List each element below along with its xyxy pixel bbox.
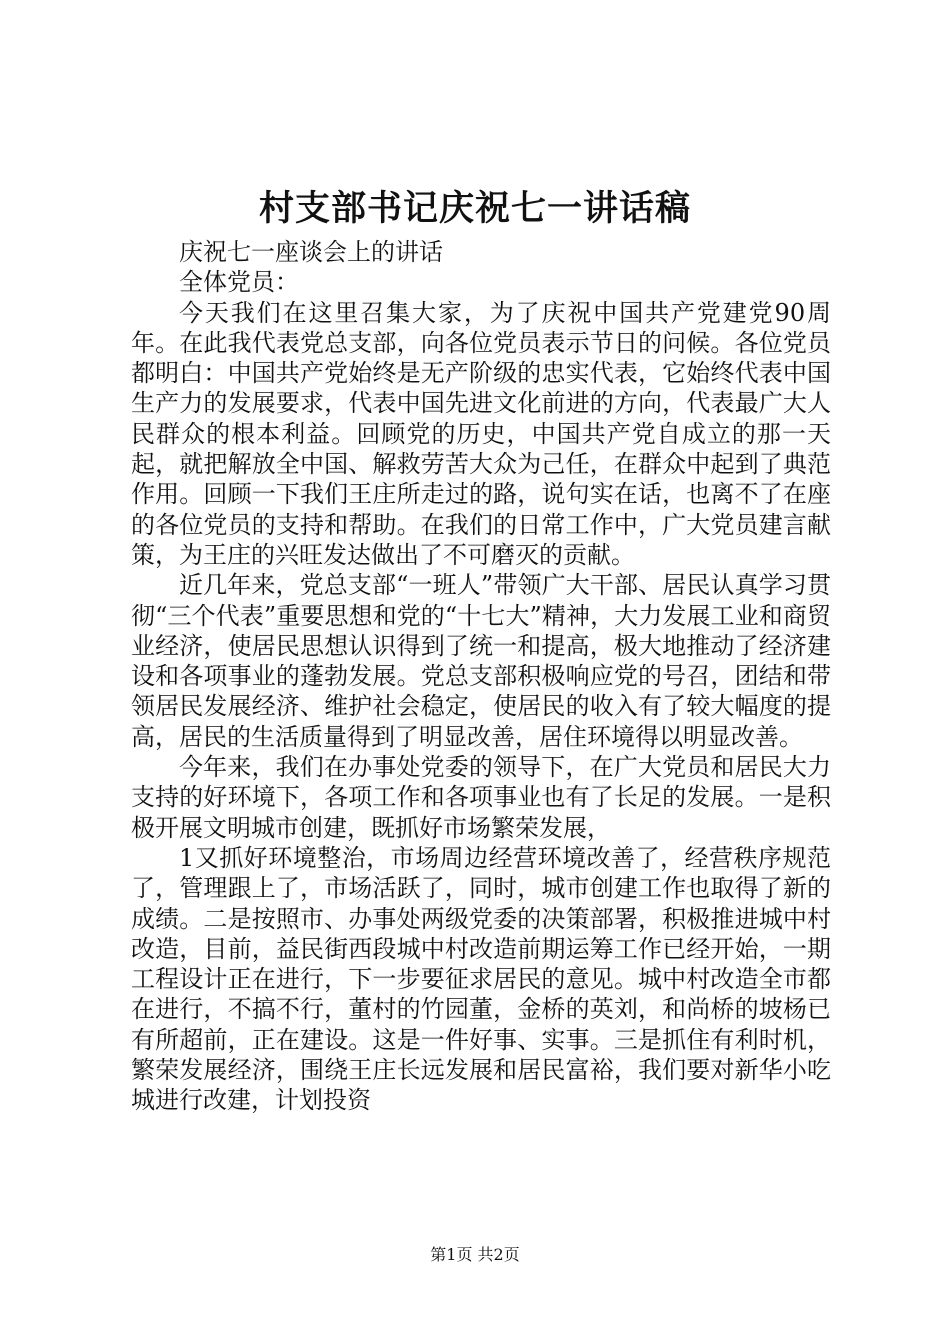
document-body xyxy=(131,237,831,1116)
document-title: 村支部书记庆祝七一讲话稿 xyxy=(258,188,691,229)
speech-subtitle: 庆祝七一座谈会上的讲话 xyxy=(179,238,443,266)
body-paragraph: 近几年来，党总支部“一班人”带领广大干部、居民认真学习贯彻“三个代表”重要思想和党的“十七大”精神，大力发展工业和商贸业经济，使居民思想认识得到了统一和提高，极大地推动了经济建设和各项事业的蓬勃发展。党总支部积极响应党的号召，团结和带领居民发展经济、维护社会稳定，使居民的收入有了较大幅度的提高，居民的生活质量得到了明显改善，居住环境得以明显改善。 xyxy=(131,571,831,751)
body-paragraph: 1又抓好环境整治，市场周边经营环境改善了，经营秩序规范了，管理跟上了，市场活跃了，同时，城市创建工作也取得了新的成绩。二是按照市、办事处两级党委的决策部署，积极推进城中村改造，目前，益民街西段城中村改造前期运筹工作已经开始，一期工程设计正在进行，下一步要征求居民的意见。城中村改造全市都在进行，不搞不行，董村的竹园董，金桥的英刘，和尚桥的坡杨已有所超前，正在建设。这是一件好事、实事。三是抓住有利时机，繁荣发展经济，围绕王庄长远发展和居民富裕，我们要对新华小吃城进行改建，计划投资 xyxy=(131,843,831,1115)
body-paragraph: 今天我们在这里召集大家，为了庆祝中国共产党建党90周年。在此我代表党总支部，向各位党员表示节日的问候。各位党员都明白：中国共产党始终是无产阶级的忠实代表，它始终代表中国生产力的发展要求，代表中国先进文化前进的方向，代表最广大人民群众的根本利益。回顾党的历史，中国共产党自成立的那一天起，就把解放全中国、解救劳苦大众为己任，在群众中起到了典范作用。回顾一下我们王庄所走过的路，说句实在话，也离不了在座的各位党员的支持和帮助。在我们的日常工作中，广大党员建言献策，为王庄的兴旺发达做出了不可磨灭的贡献。 xyxy=(131,298,831,569)
page-number-footer: 第1页 共2页 xyxy=(430,1245,520,1264)
salutation: 全体党员： xyxy=(179,268,299,297)
body-paragraph: 今年来，我们在办事处党委的领导下，在广大党员和居民大力支持的好环境下，各项工作和各项事业也有了长足的发展。一是积极开展文明城市创建，既抓好市场繁荣发展， xyxy=(131,753,831,842)
